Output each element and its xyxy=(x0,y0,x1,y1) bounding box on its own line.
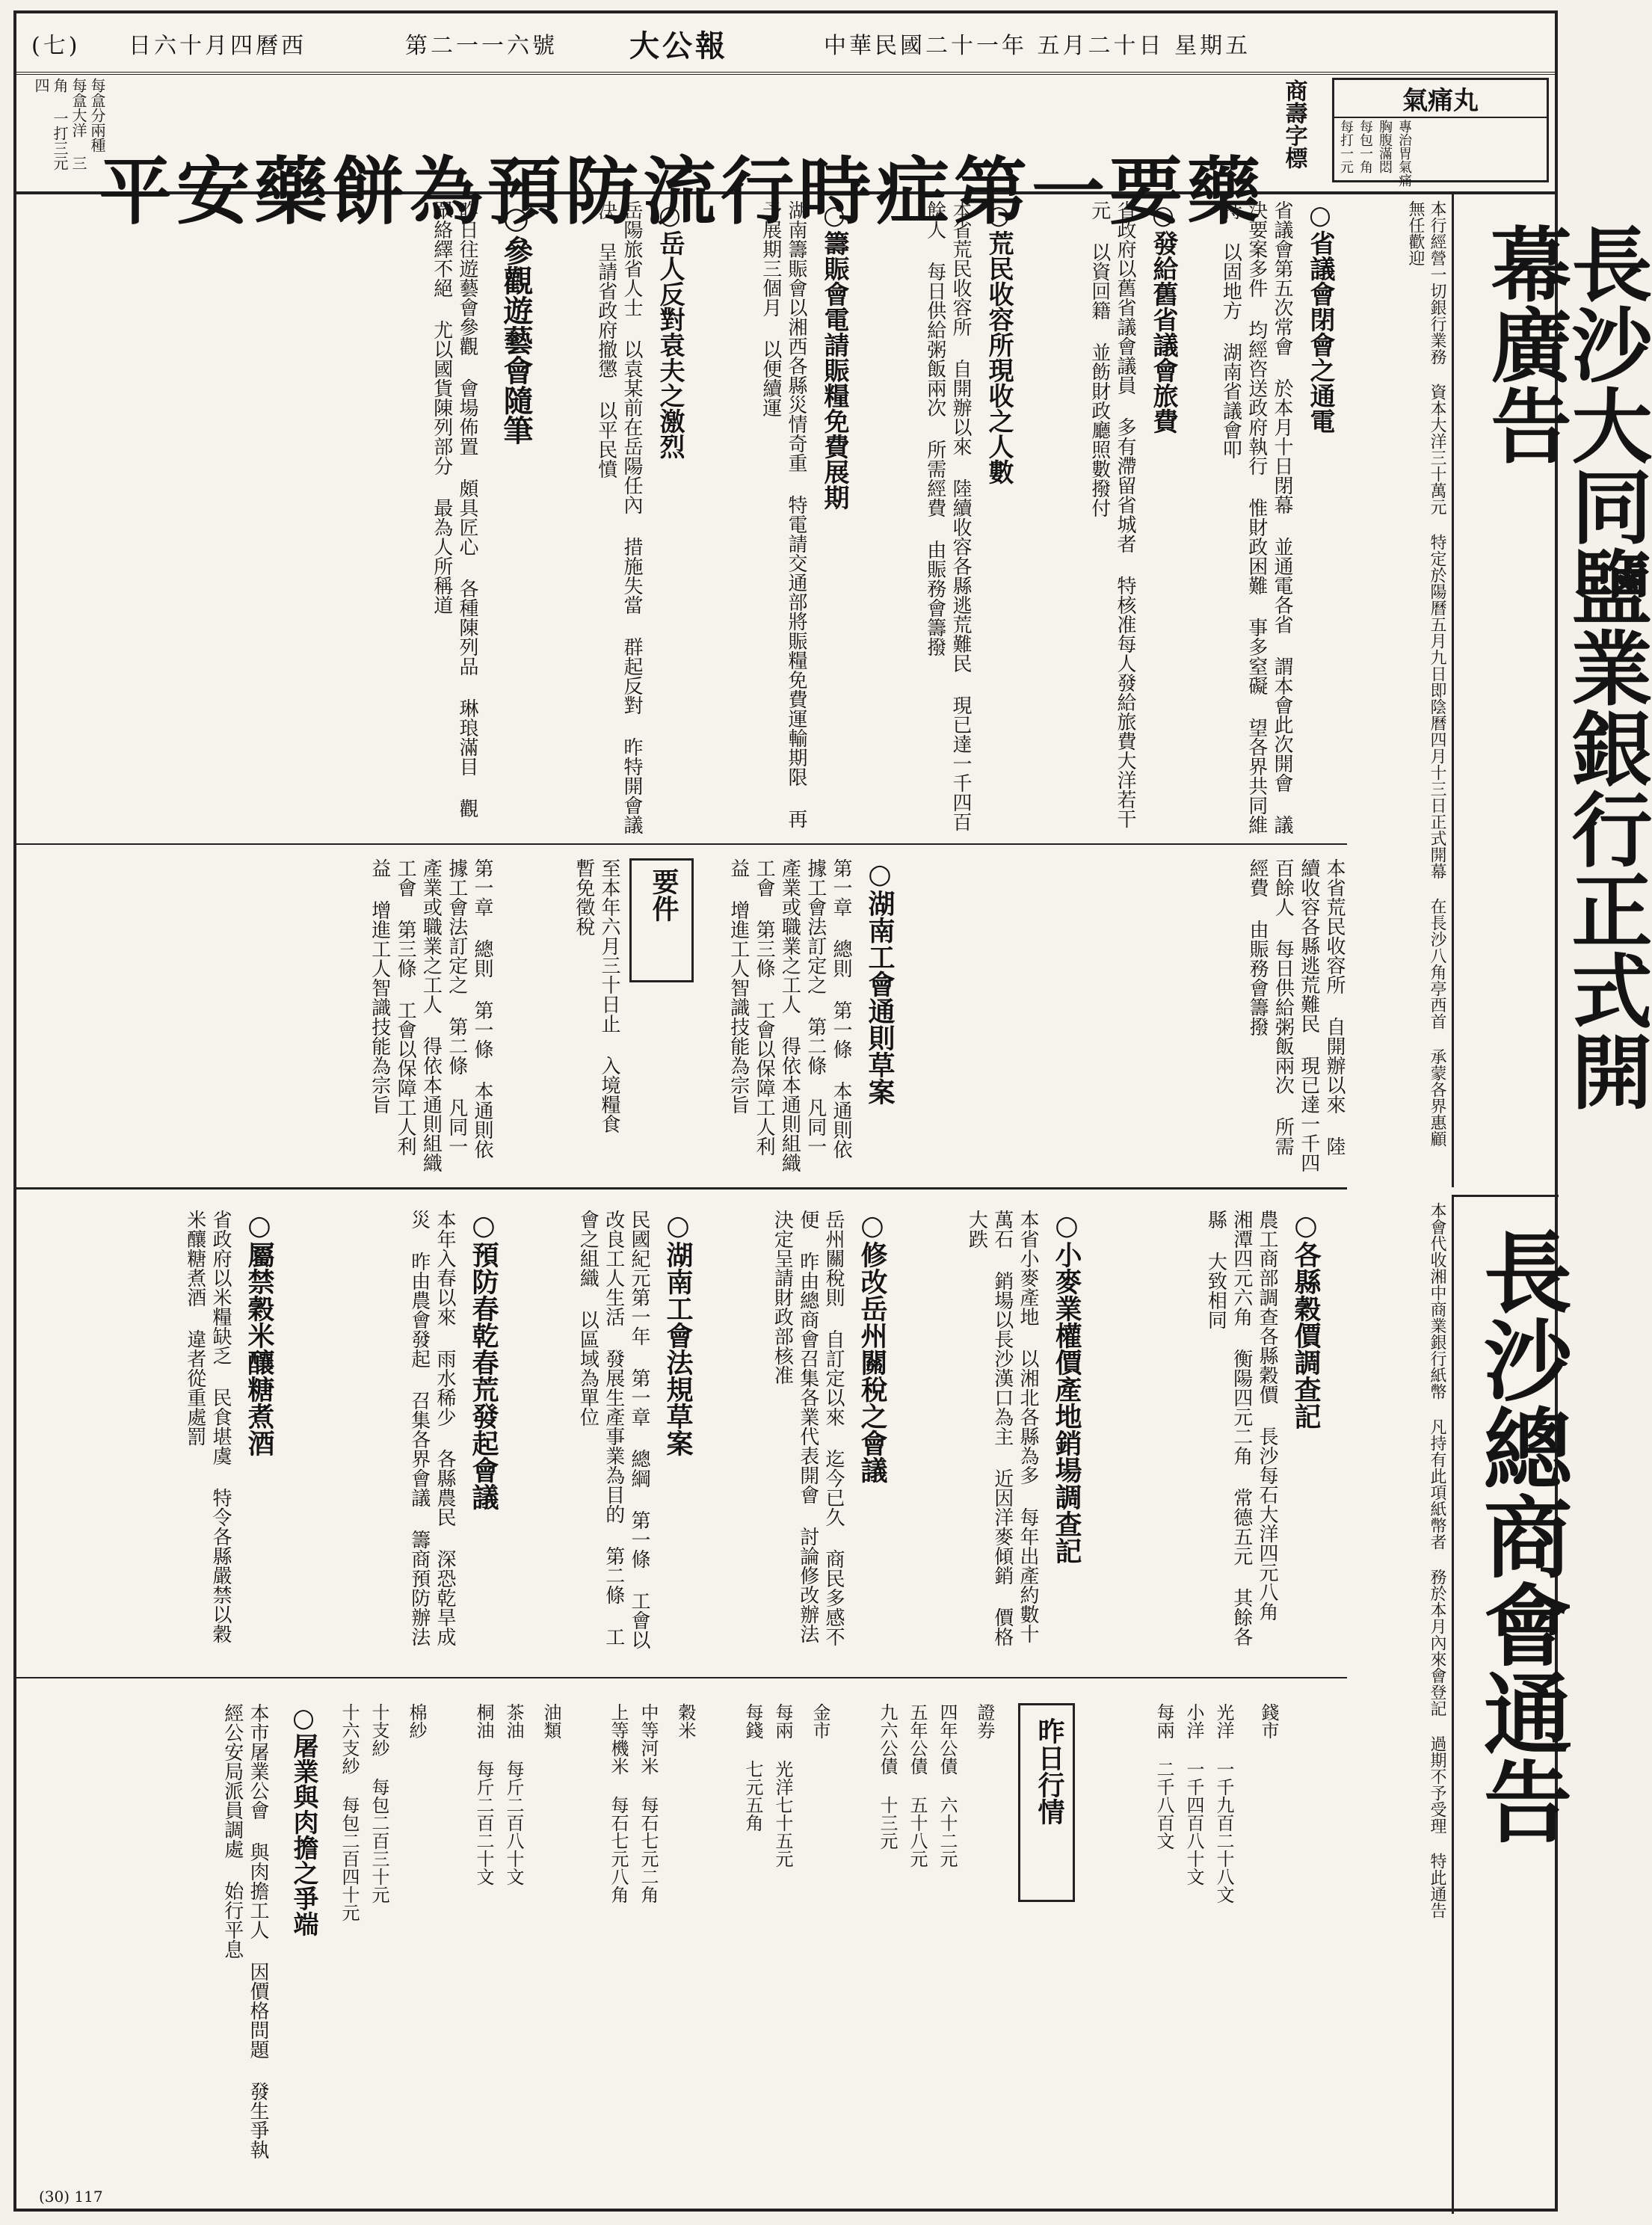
market-title: 昨日行情 xyxy=(1034,1717,1065,1825)
article-body-12: 本年入春以來 雨水稀少 各縣農民 深恐乾旱成災 昨由農會發起 召集各界會議 籌商預防辦法 xyxy=(407,1210,456,1646)
market-section-row-1b: 小洋 一千四百八十文 xyxy=(1183,1703,1204,1886)
article-body-9: 岳州關稅則 自訂定以來 迄今已久 商民多感不便 昨由總商會召集各業代表開會 討論修改辦法 決定呈請財政部核准 xyxy=(771,1210,845,1646)
market-section-row-3b: 每錢 七元五角 xyxy=(742,1703,763,1832)
market-section-row-1a: 光洋 一千九百二十八文 xyxy=(1213,1703,1234,1904)
article-body-7: 農工商部調查各縣穀價 長沙每石大洋四元八角 湘潭四元六角 衡陽四元二角 常德五元 其餘各縣 大致相同 xyxy=(1204,1210,1278,1646)
article-body-13: 省政府以米糧缺乏 民食堪虞 特令各縣嚴禁以穀米釀糖煮酒 違者從重處罰 xyxy=(183,1210,232,1643)
paper-name: 大公報 xyxy=(629,28,728,64)
market-section-name-6: 棉紗 xyxy=(406,1703,427,1739)
market-section-row-2a: 四年公債 六十二元 xyxy=(937,1703,958,1868)
article-body-14: 本市屠業公會 與肉擔工人 因價格問題 發生爭執 經公安局派員調處 始行平息 xyxy=(221,1703,269,2159)
page-info: 日六十月四曆西 xyxy=(129,33,306,59)
market-section-name-1: 錢市 xyxy=(1258,1703,1279,1739)
lower-left-text: 第一章 總則 第一條 本通則依據工會法訂定之 第二條 凡同一產業或職業之工人 得依本通則組織工會 第三條 工會以保障工人利益 增進工人智識技能為宗旨 xyxy=(368,858,493,1172)
top-ad-band xyxy=(16,72,1555,235)
notice-box-title: 要件 xyxy=(648,868,679,922)
article-body-8: 本省小麥產地 以湘北各縣為多 每年出產約數十萬石 銷場以長沙漢口為主 近因洋麥傾銷 價格大跌 xyxy=(965,1210,1039,1646)
row-separator-2 xyxy=(16,1187,1347,1190)
article-title-11: ○湖南工會法規草案 xyxy=(662,1210,694,1456)
footer-code: (30) 117 xyxy=(39,2188,103,2206)
article-body-1: 省議會第五次常會 於本月十日閉幕 並通電各省 謂本會此次開會 議決要案多件 均經咨送政府執行 惟財政困難 事多窒礙 望各界共同維持 以固地方 湖南省議會叩 xyxy=(1219,200,1293,834)
article-body-3: 本省荒民收容所 自開辦以來 陸續收容各縣逃荒難民 現已達一千四百餘人 每日供給粥飯兩次 所需經費 由賑務會籌撥 xyxy=(923,200,972,831)
article-title-13: ○屬禁穀米釀糖煮酒 xyxy=(244,1210,275,1456)
article-body-5: 岳陽旅省人士 以袁某前在岳陽任內 措施失當 群起反對 昨特開會議決 呈請省政府撤懲 以平民憤 xyxy=(594,200,643,834)
market-section-row-3a: 每兩 光洋七十五元 xyxy=(772,1703,793,1868)
date: 中華民國二十一年 五月二十日 星期五 xyxy=(824,33,1251,59)
article-body-6: 昨日往遊藝會參觀 會場佈置 頗具匠心 各種陳列品 琳琅滿目 觀眾絡繹不絕 尤以國貨陳列部分 最為人所稱道 xyxy=(430,200,478,818)
bank-ad xyxy=(1452,193,1652,1187)
article-body-2: 省政府以舊省議會議員 多有滯留省城者 特核准每人發給旅費大洋若干元 以資回籍 並飭財政廳照數撥付 xyxy=(1088,200,1136,828)
article-title-8: ○小麥業權價產地銷場調查記 xyxy=(1051,1210,1082,1564)
bank-ad-title: 長沙大同鹽業銀行正式開幕廣告 xyxy=(1477,223,1652,1111)
market-section-row-2c: 九六公債 十三元 xyxy=(877,1703,898,1850)
side-ad-right-title: 氣痛丸 xyxy=(1334,80,1547,118)
side-ad-right-text: 專治胃氣痛 胸腹滿悶 每包一角 每打一元 xyxy=(1338,120,1412,187)
issue-number: (七) xyxy=(31,33,81,59)
upper-continued-text: 本省荒民收容所 自開辦以來 陸續收容各縣逃荒難民 現已達一千四百餘人 每日供給粥飯兩次 所需經費 由賑務會籌撥 xyxy=(1246,858,1346,1172)
top-ad-headline: 平安藥餅為預防流行時症第一要藥 xyxy=(99,148,1266,235)
issue: 第二一一六號 xyxy=(405,33,558,59)
notice-box-body: 至本年六月三十日止 入境糧食 暫免徵稅 xyxy=(572,858,620,1133)
article-title-6: ○參觀遊藝會隨筆 xyxy=(499,200,534,445)
chamber-ad-title: 長沙總商會通告 xyxy=(1469,1227,1573,1844)
article-title-3: ○荒民收容所現收之人數 xyxy=(984,200,1014,484)
side-ad-left: 每盒分兩種 每盒大洋 三角 一打三元 四 xyxy=(32,78,106,170)
market-section-name-4: 穀米 xyxy=(675,1703,696,1739)
side-ad-right xyxy=(1332,78,1549,187)
newspaper-page xyxy=(13,10,1652,2212)
article-title-5: ○岳人反對袁夫之激烈 xyxy=(655,200,685,459)
masthead xyxy=(16,13,1555,75)
article-body-10: 第一章 總則 第一條 本通則依據工會法訂定之 第二條 凡同一產業或職業之工人 得依本通則組織工會 第三條 工會以保障工人利益 增進工人智識技能為宗旨 xyxy=(727,858,852,1172)
article-title-2: ○發給舊省議會旅費 xyxy=(1148,200,1178,434)
chamber-ad xyxy=(1452,1195,1573,2214)
row-separator-1 xyxy=(16,843,1347,845)
row-separator-3 xyxy=(16,1677,1347,1678)
market-section-row-4a: 中等河米 每石七元二角 xyxy=(638,1703,659,1904)
article-title-10: ○湖南工會通則草案 xyxy=(864,858,896,1105)
notice-box xyxy=(629,858,694,982)
article-title-14: ○屠業與肉擔之爭端 xyxy=(289,1703,318,1936)
market-title-box xyxy=(1018,1703,1075,1902)
market-section-row-6a: 十支紗 每包二百三十元 xyxy=(369,1703,389,1904)
top-ad-brand: 商壽字標 xyxy=(1280,79,1307,169)
article-title-7: ○各縣穀價調查記 xyxy=(1290,1210,1322,1430)
article-title-1: ○省議會閉會之通電 xyxy=(1305,200,1335,434)
article-body-4: 湖南籌賑會以湘西各縣災情奇重 特電請交通部將賑糧免費運輸期限 再予展期三個月 以便續運 xyxy=(759,200,807,828)
market-section-name-2: 證券 xyxy=(974,1703,995,1739)
market-section-row-1c: 每兩 二千八百文 xyxy=(1153,1703,1174,1850)
bank-ad-body: 本行經營一切銀行業務 資本大洋三十萬元 特定於陽曆五月九日即陰曆四月十三日正式開幕 在長沙八角亭西首 承蒙各界惠顧 無任歡迎 xyxy=(1405,200,1446,1147)
market-section-row-5b: 桐油 每斤二百二十文 xyxy=(473,1703,494,1886)
article-title-9: ○修改岳州關稅之會議 xyxy=(857,1210,888,1483)
article-title-12: ○預防春乾春荒發起會議 xyxy=(468,1210,499,1510)
market-section-row-6b: 十六支紗 每包二百四十元 xyxy=(339,1703,360,1921)
article-body-11: 民國紀元第一年 第一章 總綱 第一條 工會以改良工人生活 發展生產事業為目的 第二條 工會之組織 以區域為單位 xyxy=(576,1210,650,1649)
market-section-row-2b: 五年公債 五十八元 xyxy=(907,1703,928,1868)
article-title-4: ○籌賑會電請賑糧免費展期 xyxy=(819,200,849,510)
market-section-row-5a: 茶油 每斤二百八十文 xyxy=(503,1703,524,1886)
market-section-row-4b: 上等機米 每石七元八角 xyxy=(608,1703,629,1904)
market-section-name-5: 油類 xyxy=(540,1703,561,1739)
chamber-ad-body: 本會代收湘中商業銀行紙幣 凡持有此項紙幣者 務於本月內來會登記 過期不予受理 特此通告 xyxy=(1428,1202,1446,1918)
market-section-name-3: 金市 xyxy=(810,1703,830,1739)
